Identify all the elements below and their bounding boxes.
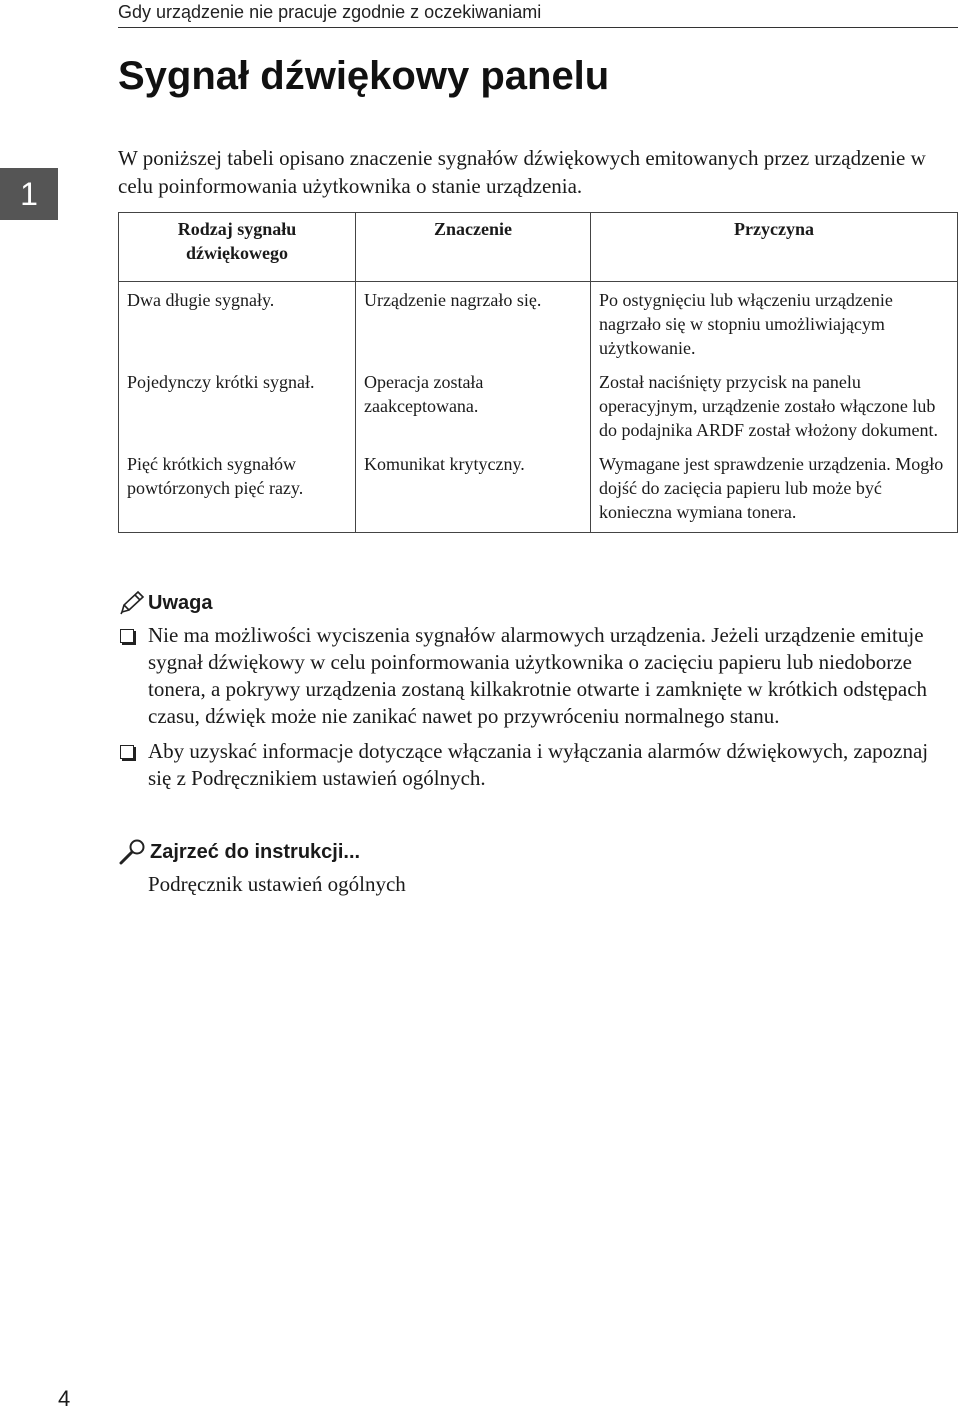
cell-signal-type: Dwa długie sygnały. xyxy=(119,282,356,369)
cell-cause: Wymagane jest sprawdzenie urządzenia. Mogło dojść do zacięcia papieru lub może być konieczna wymiana tonera. xyxy=(591,450,958,533)
note-heading xyxy=(118,590,212,616)
table-row xyxy=(119,450,958,533)
checkbox-icon xyxy=(120,745,134,759)
chapter-tab: 1 xyxy=(0,168,58,220)
note-list xyxy=(118,622,954,800)
table-header-row xyxy=(119,213,958,282)
intro-paragraph: W poniższej tabeli opisano znaczenie sygnałów dźwiękowych emitowanych przez urządzenie w celu poinformowania użytkownika o stanie urządzenia. xyxy=(118,146,926,198)
pencil-icon xyxy=(118,590,146,616)
cell-signal-type: Pojedynczy krótki sygnał. xyxy=(119,368,356,450)
reference-heading xyxy=(118,838,360,866)
note-text: Nie ma możliwości wyciszenia sygnałów alarmowych urządzenia. Jeżeli urządzenie emituje sygnał dźwiękowy w celu poinformowania użytkownika o zacięciu papieru lub niedoborze tonera, a pokrywy urządzenia zostaną kilkakrotnie otwarte i zamknięte w krótkich odstępach czasu, dźwięk może nie zanikać nawet po przywróceniu normalnego stanu. xyxy=(148,623,928,728)
table-row xyxy=(119,368,958,450)
cell-cause: Po ostygnięciu lub włączeniu urządzenie nagrzało się w stopniu umożliwiającym użytkowanie. xyxy=(591,282,958,369)
list-item xyxy=(118,738,954,792)
running-header: Gdy urządzenie nie pracuje zgodnie z oczekiwaniami xyxy=(118,2,958,28)
table-row xyxy=(119,282,958,369)
column-header-signal-type: Rodzaj sygnału dźwiękowego xyxy=(119,213,356,282)
page-number: 4 xyxy=(58,1386,71,1411)
cell-signal-type: Pięć krótkich sygnałów powtórzonych pięć razy. xyxy=(119,450,356,533)
cell-meaning: Komunikat krytyczny. xyxy=(356,450,591,533)
magnifier-icon xyxy=(118,838,148,866)
cell-cause: Został naciśnięty przycisk na panelu operacyjnym, urządzenie zostało włączone lub do podajnika ARDF został włożony dokument. xyxy=(591,368,958,450)
reference-link[interactable]: Podręcznik ustawień ogólnych xyxy=(148,872,406,896)
note-heading-label: Uwaga xyxy=(148,591,213,614)
column-header-cause: Przyczyna xyxy=(591,213,958,282)
note-text: Aby uzyskać informacje dotyczące włączania i wyłączania alarmów dźwiękowych, zapoznaj się z Podręcznikiem ustawień ogólnych. xyxy=(148,739,929,790)
column-header-meaning: Znaczenie xyxy=(356,213,591,282)
list-item xyxy=(118,622,954,730)
cell-meaning: Urządzenie nagrzało się. xyxy=(356,282,591,369)
reference-heading-label: Zajrzeć do instrukcji... xyxy=(150,840,361,863)
signal-table xyxy=(118,212,958,533)
cell-meaning: Operacja została zaakceptowana. xyxy=(356,368,591,450)
checkbox-icon xyxy=(120,629,134,643)
page-title: Sygnał dźwiękowy panelu xyxy=(118,54,610,98)
